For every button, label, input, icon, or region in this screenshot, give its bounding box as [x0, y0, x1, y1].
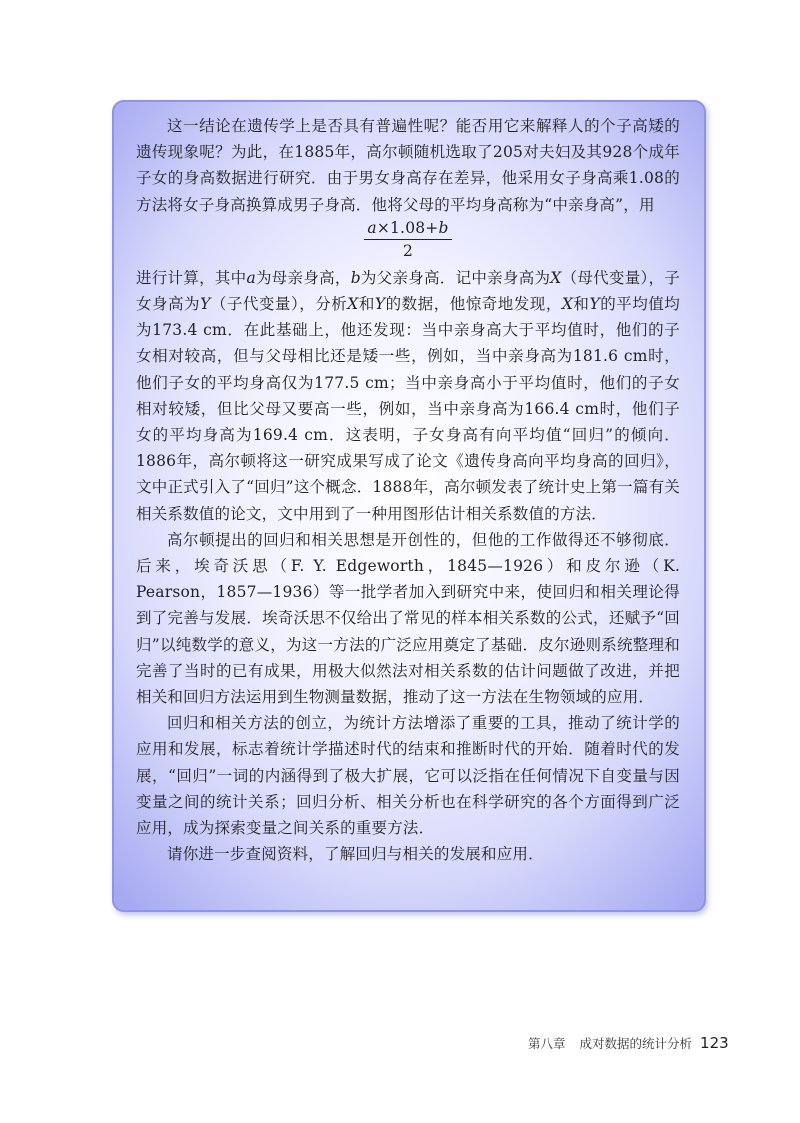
- paragraph-1-intro-text: 这一结论在遗传学上是否具有普遍性呢？能否用它来解释人的个子高矮的遗传现象呢？为此，在1885年，高尔顿随机选取了205对夫妇及其928个成年子女的身高数据进行研究．由于男女身高存在差异，他采用女子身高乘1.08的方法将女子身高换算成男子身高．他将父母的平均身高称为“中亲身高”，用: [136, 117, 680, 214]
- paragraph-3: 回归和相关方法的创立，为统计方法增添了重要的工具，推动了统计学的应用和发展，标志着统计学描述时代的结束和推断时代的开始．随着时代的发展，“回归”一词的内涵得到了极大扩展，它可以泛指在任何情况下自变量与因变量之间的统计关系；回归分析、相关分析也在科学研究的各个方面得到广泛应用，成为探索变量之间关系的重要方法．: [136, 714, 680, 838]
- text-segment: 和: [573, 295, 590, 314]
- math-var-x: X: [347, 295, 359, 314]
- text-segment: 进行计算，其中: [136, 268, 247, 287]
- page-number: 123: [700, 1034, 729, 1052]
- text-segment: 的平均值均为173.4 cm．在此基础上，他还发现：当中亲身高大于平均值时，他们的子女相对较高，但与父母相比还是矮一些，例如，当中亲身高为181.6 cm时，他们子女的平均身高仅为177.5 cm；当中亲身高小于平均值时，他们的子女相对较矮，但比父母又要高一些，例如，当中亲身高为166.4 cm时，他们子女的平均身高为169.4 cm．这表明，子女身高有向平均值“回归”的倾向．1886年，高尔顿将这一研究成果写成了论文《遗传身高向平均身高的回归》，文中正式引入了“回归”这个概念．1888年，高尔顿发表了统计史上第一篇有关相关系数值的论文，文中用到了一种用图形估计相关系数值的方法．: [136, 295, 680, 523]
- sidebar-reading-box: [112, 100, 706, 912]
- formula-fraction: [364, 218, 451, 261]
- reading-content: [136, 113, 680, 867]
- footer-chapter-label: 第八章: [528, 1036, 566, 1051]
- paragraph-1-intro: [136, 113, 680, 218]
- paragraph-4: 请你进一步查阅资料，了解回归与相关的发展和应用．: [167, 845, 544, 864]
- math-var-x: X: [550, 268, 562, 287]
- paragraph-2: 高尔顿提出的回归和相关思想是开创性的，但他的工作做得还不够彻底．后来，埃奇沃思（F. Y. Edgeworth，1845—1926）和皮尔逊（K. Pearson，1857—1936）等一批学者加入到研究中来，使回归和相关理论得到了完善与发展．埃奇沃思不仅给出了常见的样本相关系数的公式，还赋予“回归”以纯数学的意义，为这一方法的广泛应用奠定了基础．皮尔逊则系统整理和完善了当时的已有成果，用极大似然法对相关系数的估计问题做了改进，并把相关和回归方法运用到生物测量数据，推动了这一方法在生物领域的应用．: [136, 530, 680, 707]
- paragraph-1-continued: [136, 265, 680, 527]
- formula-denominator: 2: [402, 241, 414, 260]
- math-var-b: b: [350, 268, 361, 287]
- text-segment: 为父亲身高．记中亲身高为: [360, 268, 551, 287]
- formula-var-b: b: [438, 218, 449, 237]
- text-segment: 的数据，他惊奇地发现，: [385, 295, 562, 314]
- math-var-y: Y: [200, 295, 211, 314]
- footer-chapter-title: 成对数据的统计分析: [579, 1036, 693, 1051]
- formula-num-middle: ×1.08+: [376, 218, 439, 237]
- text-segment: 为母亲身高，: [255, 268, 351, 287]
- text-segment: （子代变量），分析: [210, 295, 348, 314]
- math-var-y: Y: [589, 295, 600, 314]
- mid-parent-height-formula: [136, 218, 680, 261]
- math-var-x: X: [561, 295, 574, 314]
- text-segment: （母代变量），子女身高为: [136, 268, 681, 314]
- math-var-a: a: [246, 268, 256, 287]
- page-footer: [528, 1034, 729, 1052]
- math-var-y: Y: [374, 295, 386, 314]
- formula-numerator: [364, 218, 451, 240]
- text-segment: 和: [358, 295, 375, 314]
- formula-var-a: a: [367, 218, 377, 237]
